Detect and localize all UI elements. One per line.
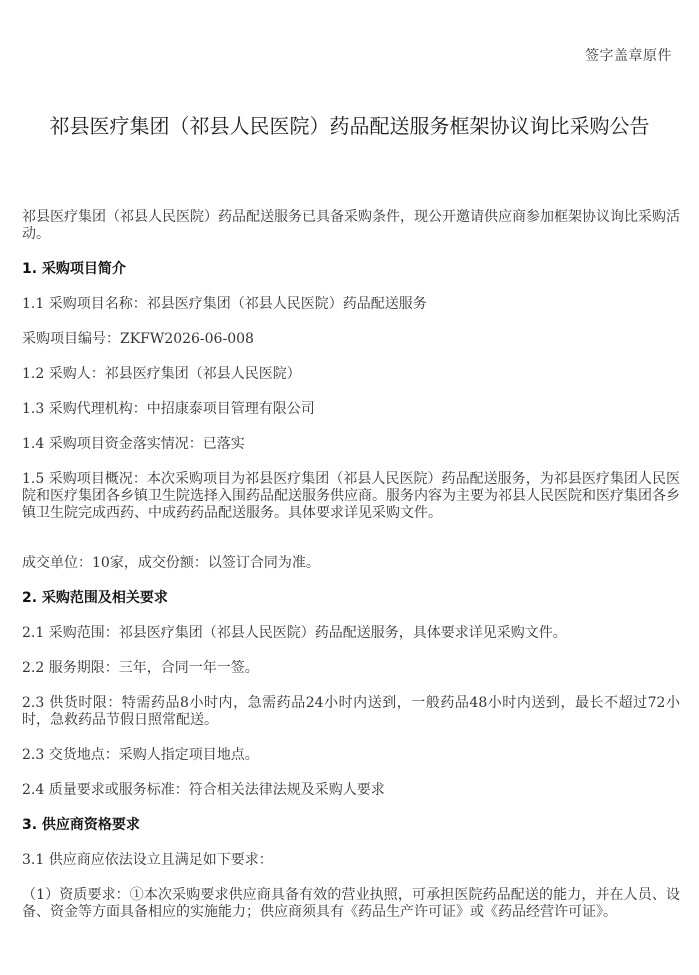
award-line: 成交单位：10家，成交份额：以签订合同为准。: [22, 555, 320, 571]
funding-line: 1.4 采购项目资金落实情况：已落实: [22, 436, 245, 452]
scope-line: 2.1 采购范围：祁县医疗集团（祁县人民医院）药品配送服务，具体要求详见采购文件。: [22, 625, 567, 641]
project-name-line: 1.1 采购项目名称：祁县医疗集团（祁县人民医院）药品配送服务: [22, 296, 427, 312]
agency-line: 1.3 采购代理机构：中招康泰项目管理有限公司: [22, 401, 315, 417]
purchaser-line: 1.2 采购人：祁县医疗集团（祁县人民医院）: [22, 366, 301, 382]
intro-paragraph: 祁县医疗集团（祁县人民医院）药品配送服务已具备采购条件，现公开邀请供应商参加框架协议询比采购活动。: [22, 209, 680, 242]
delivery-time-paragraph: 2.3 供货时限：特需药品8小时内，急需药品24小时内送到，一般药品48小时内送到，最长不超过72小时，急救药品节假日照常配送。: [22, 695, 680, 728]
qualification-requirement-paragraph: （1）资质要求：①本次采购要求供应商具备有效的营业执照，可承担医院药品配送的能力，并在人员、设备、资金等方面具备相应的实施能力；供应商须具有《药品生产许可证》或《药品经营许可证》。: [22, 887, 680, 920]
delivery-location-line: 2.3 交货地点：采购人指定项目地点。: [22, 747, 259, 763]
section-heading-supplier-qualifications: 3. 供应商资格要求: [22, 817, 140, 833]
document-title: 祁县医疗集团（祁县人民医院）药品配送服务框架协议询比采购公告: [49, 114, 650, 138]
service-period-line: 2.2 服务期限：三年，合同一年一签。: [22, 660, 259, 676]
stamp-note: 签字盖章原件: [585, 48, 672, 64]
project-summary-paragraph: 1.5 采购项目概况：本次采购项目为祁县医疗集团（祁县人民医院）药品配送服务，为祁县医疗集团人民医院和医疗集团各乡镇卫生院选择入围药品配送服务供应商。服务内容为主要为祁县人民医院和医疗集团各乡镇卫生院完成西药、中成药药品配送服务。具体要求详见采购文件。: [22, 471, 680, 521]
qualification-intro-line: 3.1 供应商应依法设立且满足如下要求：: [22, 852, 273, 868]
project-number-line: 采购项目编号：ZKFW2026-06-008: [22, 331, 254, 347]
document-body: [22, 209, 680, 921]
quality-standard-line: 2.4 质量要求或服务标准：符合相关法律法规及采购人要求: [22, 782, 385, 798]
section-heading-project-overview: 1. 采购项目简介: [22, 261, 126, 277]
section-heading-scope: 2. 采购范围及相关要求: [22, 590, 168, 606]
